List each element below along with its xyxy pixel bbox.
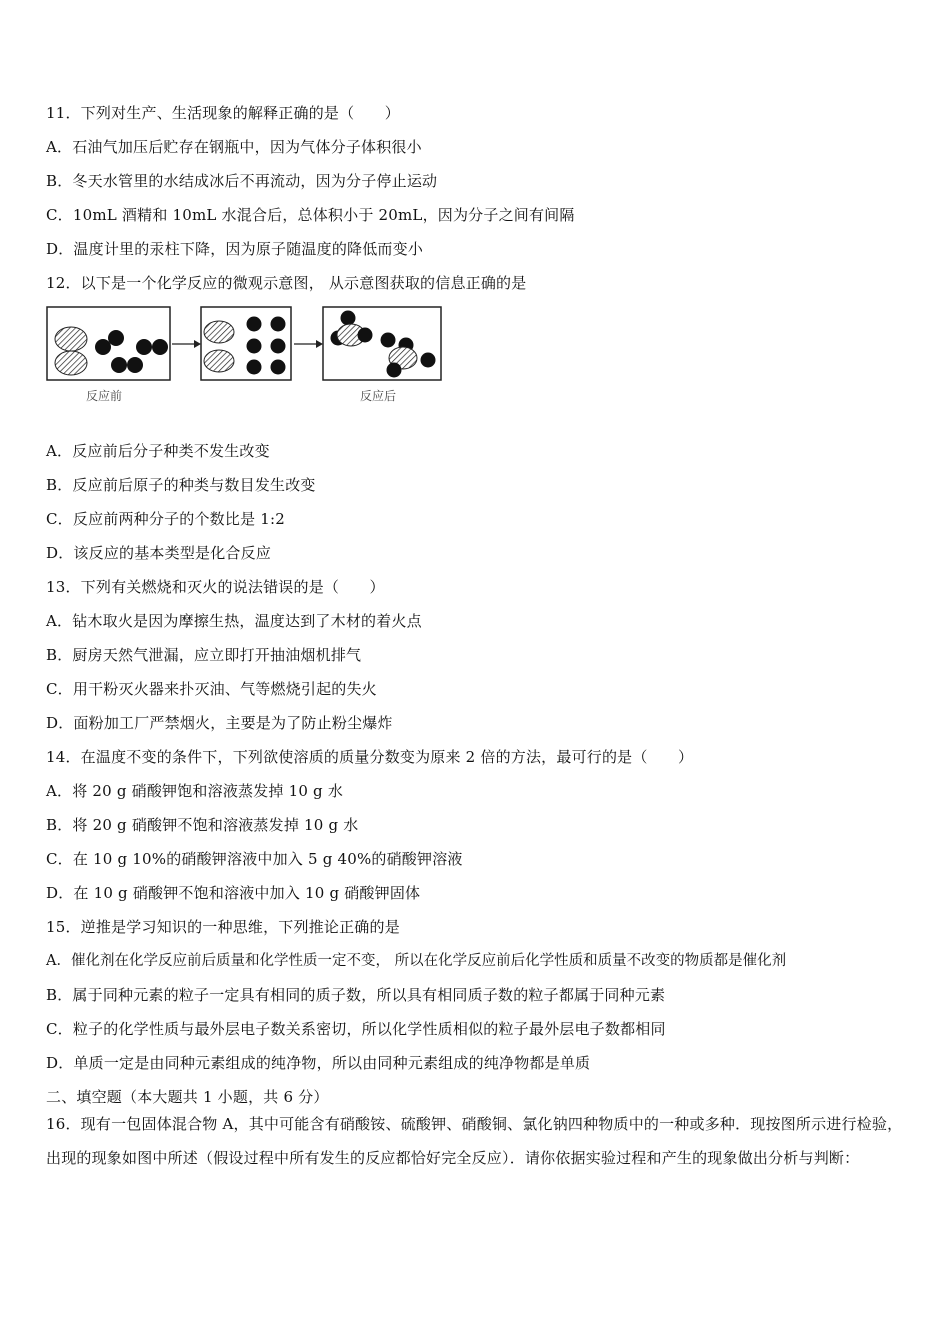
hatched-atom: [204, 321, 234, 343]
after-label: 反应后: [360, 389, 397, 403]
question-11-option-b: B．冬天水管里的水结成冰后不再流动，因为分子停止运动: [46, 172, 438, 190]
black-atom: [271, 339, 286, 354]
before-label: 反应前: [86, 389, 123, 403]
question-13-stem: 13．下列有关燃烧和灭火的说法错误的是（ ）: [46, 578, 385, 596]
black-atom: [152, 339, 168, 355]
reaction-micro-diagram: [46, 306, 446, 406]
black-atom: [247, 360, 262, 375]
black-atom: [247, 339, 262, 354]
question-14-option-a: A．将 20 g 硝酸钾饱和溶液蒸发掉 10 g 水: [46, 782, 344, 800]
question-14-option-d: D．在 10 g 硝酸钾不饱和溶液中加入 10 g 硝酸钾固体: [46, 884, 421, 902]
black-atom: [247, 317, 262, 332]
black-atom: [381, 333, 396, 348]
question-12-option-b: B．反应前后原子的种类与数目发生改变: [46, 476, 316, 494]
black-atom: [271, 317, 286, 332]
black-atom: [387, 363, 402, 378]
arrow-2-head: [316, 340, 323, 348]
section-2-title: 二、填空题（本大题共 1 小题，共 6 分）: [46, 1088, 329, 1106]
question-11-option-c: C．10mL 酒精和 10mL 水混合后，总体积小于 20mL，因为分子之间有间隔: [46, 206, 575, 224]
question-11-stem: 11．下列对生产、生活现象的解释正确的是（ ）: [46, 104, 400, 122]
question-12-stem: 12．以下是一个化学反应的微观示意图， 从示意图获取的信息正确的是: [46, 274, 527, 292]
question-12-option-d: D．该反应的基本类型是化合反应: [46, 544, 272, 562]
black-atom: [271, 360, 286, 375]
question-13-option-a: A．钻木取火是因为摩擦生热，温度达到了木材的着火点: [46, 612, 422, 630]
hatched-atom: [55, 327, 87, 351]
black-atom: [136, 339, 152, 355]
question-13-option-b: B．厨房天然气泄漏，应立即打开抽油烟机排气: [46, 646, 362, 664]
black-atom: [95, 339, 111, 355]
question-11-option-a: A．石油气加压后贮存在钢瓶中，因为气体分子体积很小: [46, 138, 422, 156]
black-atom: [108, 330, 124, 346]
question-15-option-c: C．粒子的化学性质与最外层电子数关系密切，所以化学性质相似的粒子最外层电子数都相同: [46, 1020, 666, 1038]
hatched-atom: [204, 350, 234, 372]
black-atom: [341, 311, 356, 326]
hatched-atom: [55, 351, 87, 375]
question-14-option-b: B．将 20 g 硝酸钾不饱和溶液蒸发掉 10 g 水: [46, 816, 359, 834]
question-13-option-c: C．用干粉灭火器来扑灭油、气等燃烧引起的失火: [46, 680, 377, 698]
question-16-text: 16．现有一包固体混合物 A，其中可能含有硝酸铵、硫酸钾、硝酸铜、氯化钠四种物质中的一种或多种．现按图所示进行检验，出现的现象如图中所述（假设过程中所有发生的反应都恰好完全反应）．请你依据实验过程和产生的现象做出分析与判断：: [46, 1115, 903, 1167]
black-atom: [421, 353, 436, 368]
question-14-option-c: C．在 10 g 10%的硝酸钾溶液中加入 5 g 40%的硝酸钾溶液: [46, 850, 463, 868]
question-15-stem: 15．逆推是学习知识的一种思维，下列推论正确的是: [46, 918, 400, 936]
black-atom: [111, 357, 127, 373]
black-atom: [127, 357, 143, 373]
black-atom: [358, 328, 373, 343]
question-15-option-b: B．属于同种元素的粒子一定具有相同的质子数，所以具有相同质子数的粒子都属于同种元素: [46, 986, 666, 1004]
question-12-option-a: A．反应前后分子种类不发生改变: [46, 442, 270, 460]
question-12-option-c: C．反应前两种分子的个数比是 1:2: [46, 510, 285, 528]
question-13-option-d: D．面粉加工厂严禁烟火，主要是为了防止粉尘爆炸: [46, 714, 393, 732]
question-11-option-d: D．温度计里的汞柱下降，因为原子随温度的降低而变小: [46, 240, 424, 258]
question-15-option-d: D．单质一定是由同种元素组成的纯净物，所以由同种元素组成的纯净物都是单质: [46, 1054, 591, 1072]
arrow-1-head: [194, 340, 201, 348]
question-14-stem: 14．在温度不变的条件下，下列欲使溶质的质量分数变为原来 2 倍的方法，最可行的是（ ）: [46, 748, 694, 766]
question-15-option-a: A．催化剂在化学反应前后质量和化学性质一定不变， 所以在化学反应前后化学性质和质量不改变的物质都是催化剂: [46, 953, 787, 969]
